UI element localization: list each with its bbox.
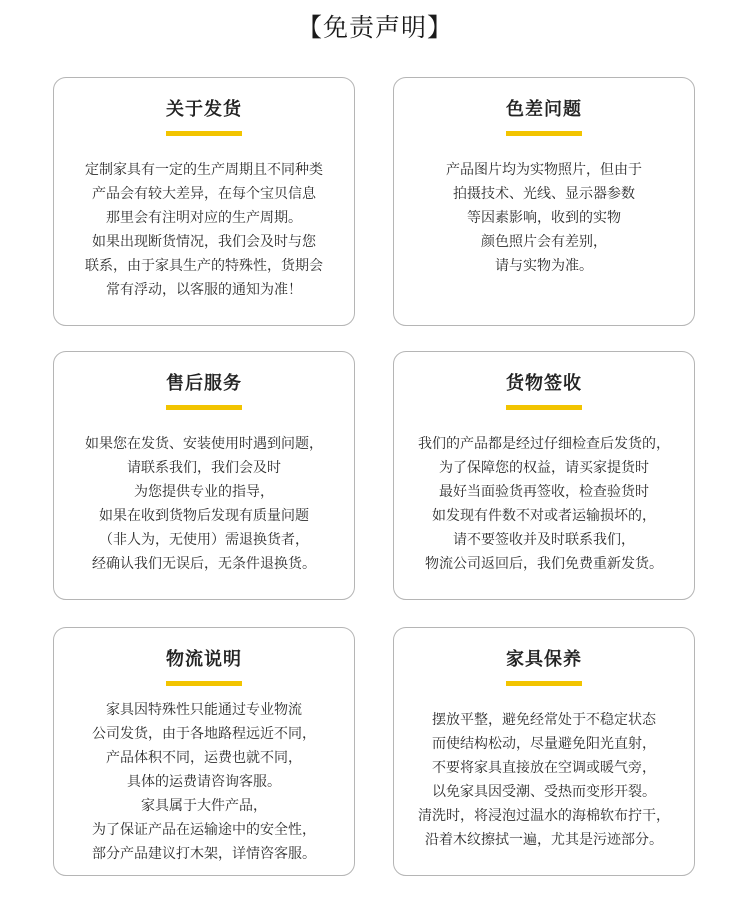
body-line: 物流公司返回后，我们免费重新发货。: [425, 556, 663, 572]
body-line: 清洗时，将浸泡过温水的海棉软布拧干，: [418, 808, 670, 824]
card-title: 色差问题: [506, 99, 582, 120]
body-line: 不要将家具直接放在空调或暖气旁，: [432, 760, 656, 776]
body-line: 经确认我们无误后，无条件退换货。: [92, 556, 316, 572]
body-line: 家具属于大件产品，: [141, 798, 267, 814]
title-underline: [506, 405, 582, 410]
body-line: 产品体积不同，运费也就不同，: [106, 750, 302, 766]
body-line: 家具因特殊性只能通过专业物流: [106, 702, 302, 718]
body-line: 摆放平整，避免经常处于不稳定状态: [432, 712, 656, 728]
title-underline: [166, 405, 242, 410]
body-line: 请不要签收并及时联系我们，: [453, 532, 635, 548]
body-line: 公司发货，由于各地路程远近不同，: [92, 726, 316, 742]
card-logistics: [53, 627, 355, 876]
body-line: 为您提供专业的指导，: [134, 484, 274, 500]
body-line: 为了保障您的权益，请买家提货时: [439, 460, 649, 476]
body-line: 颜色照片会有差别，: [481, 234, 607, 250]
body-line: 如果出现断货情况，我们会及时与您: [92, 234, 316, 250]
body-line: 而使结构松动，尽量避免阳光直射，: [432, 736, 656, 752]
card-body: [58, 158, 350, 302]
title-underline: [506, 131, 582, 136]
title-underline: [166, 131, 242, 136]
title-underline: [166, 681, 242, 686]
body-line: 沿着木纹擦拭一遍，尤其是污迹部分。: [425, 832, 663, 848]
card-body: [398, 432, 690, 576]
body-line: 如果在收到货物后发现有质量问题: [99, 508, 309, 524]
body-line: 那里会有注明对应的生产周期。: [106, 210, 302, 226]
body-line: 联系，由于家具生产的特殊性，货期会: [85, 258, 323, 274]
body-line: 产品会有较大差异，在每个宝贝信息: [92, 186, 316, 202]
card-after-sales: [53, 351, 355, 600]
body-line: 产品图片均为实物照片，但由于: [446, 162, 642, 178]
card-body: [398, 158, 690, 278]
body-line: 如果您在发货、安装使用时遇到问题，: [85, 436, 323, 452]
body-line: 等因素影响，收到的实物: [467, 210, 621, 226]
body-line: 拍摄技术、光线、显示器参数: [453, 186, 635, 202]
card-color-difference: [393, 77, 695, 326]
page-title: 【免责声明】: [296, 13, 453, 42]
title-underline: [506, 681, 582, 686]
body-line: 为了保证产品在运输途中的安全性，: [92, 822, 316, 838]
card-title: 关于发货: [166, 99, 242, 120]
card-title: 售后服务: [166, 373, 242, 394]
body-line: 常有浮动，以客服的通知为准！: [106, 282, 302, 298]
body-line: 我们的产品都是经过仔细检查后发货的，: [418, 436, 670, 452]
card-title: 物流说明: [166, 649, 242, 670]
body-line: 具体的运费请咨询客服。: [127, 774, 281, 790]
card-title: 货物签收: [506, 373, 582, 394]
card-delivery-receipt: [393, 351, 695, 600]
body-line: 最好当面验货再签收，检查验货时: [439, 484, 649, 500]
body-line: 定制家具有一定的生产周期且不同种类: [85, 162, 323, 178]
body-line: 请与实物为准。: [495, 258, 593, 274]
body-line: 以免家具因受潮、受热而变形开裂。: [432, 784, 656, 800]
body-line: 部分产品建议打木架，详情咨客服。: [92, 846, 316, 862]
card-shipping: [53, 77, 355, 326]
body-line: 如发现有件数不对或者运输损坏的，: [432, 508, 656, 524]
card-furniture-care: [393, 627, 695, 876]
card-body: [58, 432, 350, 576]
card-title: 家具保养: [506, 649, 582, 670]
card-body: [398, 708, 690, 852]
card-body: [58, 698, 350, 866]
body-line: （非人为，无使用）需退换货者，: [99, 532, 309, 548]
body-line: 请联系我们，我们会及时: [127, 460, 281, 476]
